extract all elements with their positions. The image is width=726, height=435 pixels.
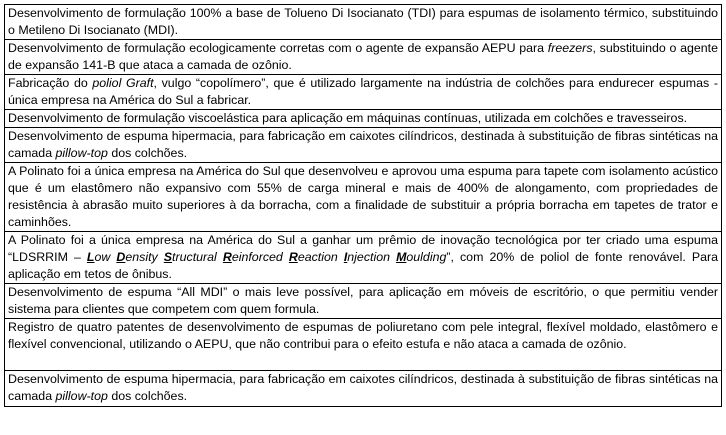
row-text: A Polinato foi a única empresa na América do Sul que desenvolveu e aprovou uma espuma para tapete com isolamento acústico que é um elastômero não expansivo com 55% de carga mineral e mais de 400% de alongamento, com propriedades de resistência à abrasão muito superiores à da borracha, com a finalidade de substituir a própria borracha em tapetes de trator e caminhões. xyxy=(8,164,718,229)
row-text: Desenvolvimento de formulação ecologicamente corretas com o agente de expansão AEPU para xyxy=(8,41,548,55)
table-row xyxy=(5,371,721,406)
acronym-word: njection xyxy=(347,250,397,264)
table-row xyxy=(5,110,721,128)
table-row xyxy=(5,40,721,75)
row-text: , vulgo “copolímero”, que é utilizado largamente na indústria de colchões para endurecer espumas - única empresa na América do Sul a fabricar. xyxy=(8,76,718,107)
acronym-word: eaction xyxy=(297,250,344,264)
row-text: dos colchões. xyxy=(107,389,188,403)
row-text-italic: freezers xyxy=(547,41,593,55)
acronym-word: oulding xyxy=(406,250,447,264)
row-text: Desenvolvimento de espuma hipermacia, para fabricação em caixotes cilíndricos, destinada à substituição de fibras sintéticas na camada xyxy=(8,372,718,403)
row-text: Registro de quatro patentes de desenvolvimento de espumas de poliuretano com pele integral, flexível moldado, elastômero e flexível convencional, utilizando o AEPU, que não contribui para o efeito estufa e não ataca a camada de ozônio. xyxy=(8,320,718,351)
achievements-table xyxy=(4,4,722,407)
row-text: ”, com 20% de poliol de fonte renovável. Para aplicação em tetos de ônibus. xyxy=(8,250,718,281)
acronym-letter: M xyxy=(396,250,407,264)
acronym-word: ow xyxy=(94,250,117,264)
row-text: , substituindo o agente de expansão 141-B que ataca a camada de ozônio. xyxy=(8,41,718,72)
acronym-letter: R xyxy=(288,250,298,264)
row-text-italic: poliol Graft xyxy=(92,76,154,90)
acronym-letter: S xyxy=(163,250,173,264)
row-text: Desenvolvimento de espuma hipermacia, para fabricação em caixotes cilíndricos, destinada à substituição de fibras sintéticas na camada xyxy=(8,129,718,160)
row-text: dos colchões. xyxy=(107,146,188,160)
acronym-word: tructural xyxy=(172,250,223,264)
table-row xyxy=(5,128,721,163)
row-text: Desenvolvimento de espuma “All MDI” o mais leve possível, para aplicação em móveis de escritório, o que permitiu vender sistema para clientes que competem com quem formula. xyxy=(8,285,718,316)
acronym-letter: R xyxy=(222,250,232,264)
acronym-letter: I xyxy=(343,250,348,264)
acronym-word: einforced xyxy=(231,250,289,264)
table-row xyxy=(5,232,721,284)
acronym-letter: D xyxy=(116,250,126,264)
row-text: Desenvolvimento de formulação viscoelástica para aplicação em máquinas contínuas, utilizada em colchões e travesseiros. xyxy=(8,111,688,125)
table-row xyxy=(5,163,721,232)
table-row xyxy=(5,284,721,319)
table-row xyxy=(5,75,721,110)
row-text: Desenvolvimento de formulação 100% a base de Tolueno Di Isocianato (TDI) para espumas de isolamento térmico, substituindo o Metileno Di Isocianato (MDI). xyxy=(8,6,718,37)
row-text-italic: pillow-top xyxy=(55,146,108,160)
row-text: A Polinato foi a única empresa na América do Sul a ganhar um prêmio de inovação tecnológica por ter criado uma espuma “LDSRRIM – xyxy=(8,233,718,264)
acronym-word: ensity xyxy=(125,250,164,264)
row-text: Fabricação do xyxy=(8,76,93,90)
row-text-italic: pillow-top xyxy=(55,389,108,403)
table-row xyxy=(5,319,721,371)
acronym-letter: L xyxy=(86,250,95,264)
table-row xyxy=(5,5,721,40)
